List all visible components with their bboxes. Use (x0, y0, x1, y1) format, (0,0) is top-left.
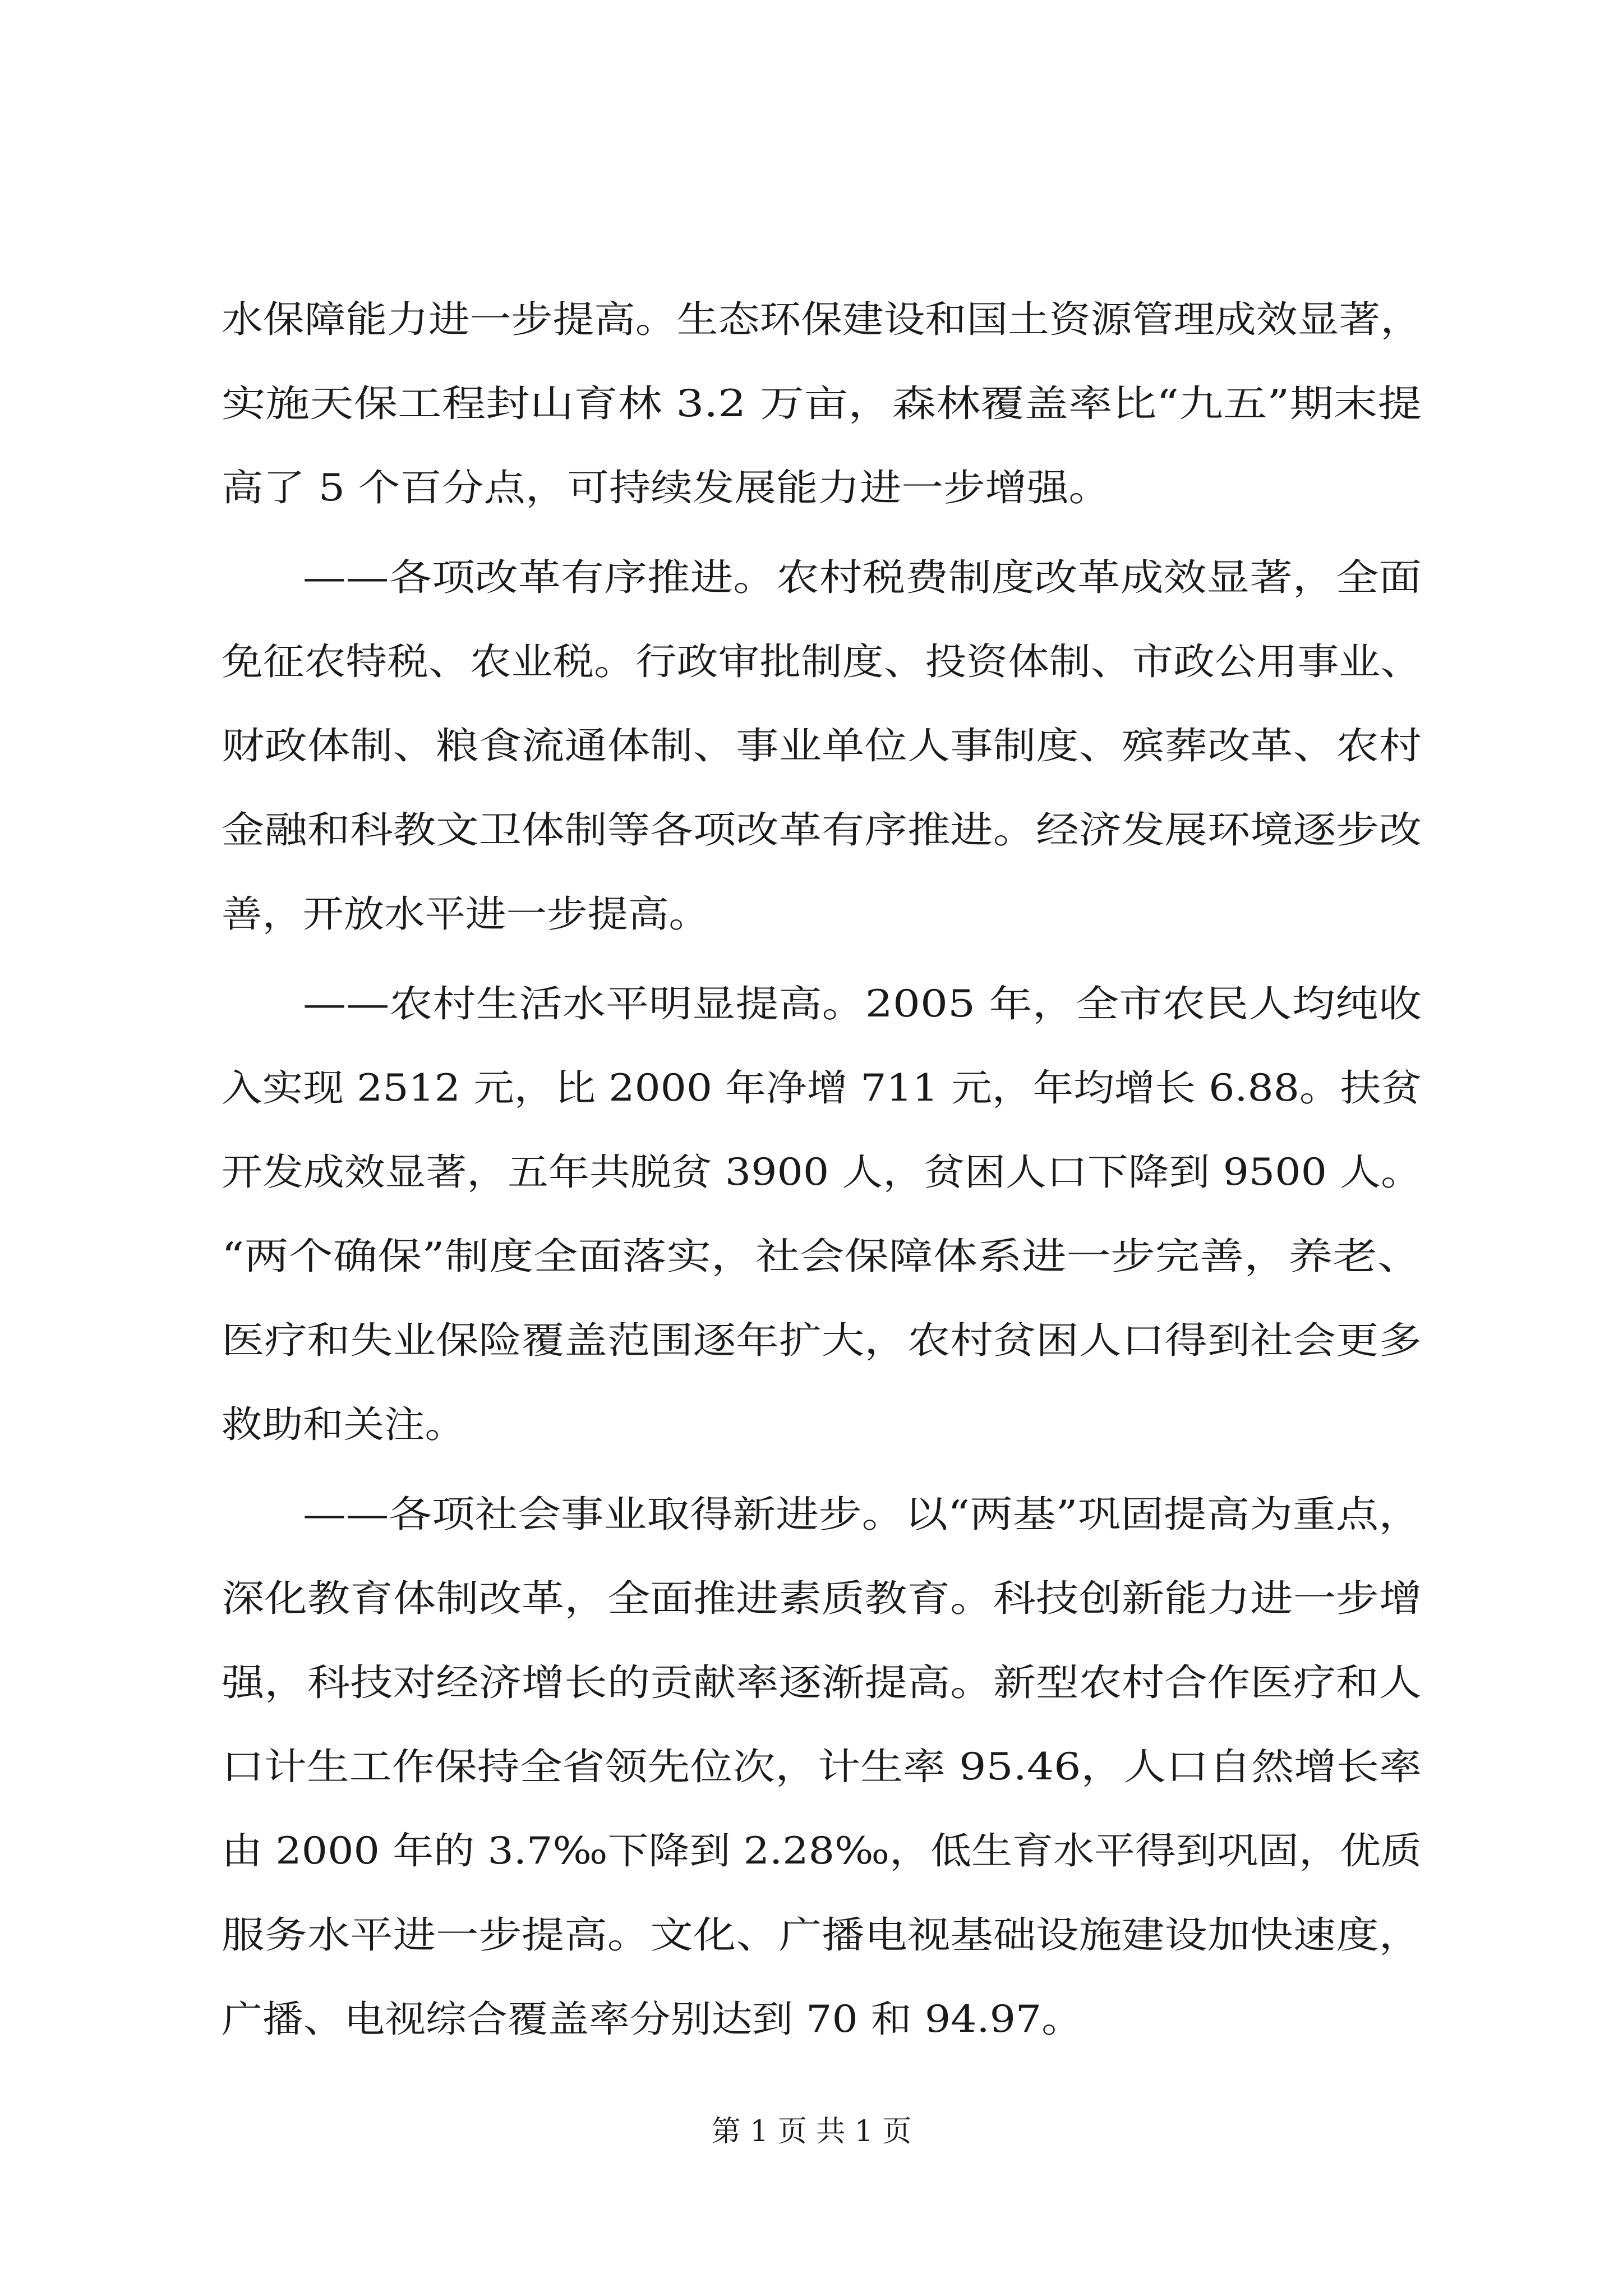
text-line (0, 1725, 1623, 1809)
text-line-content: 入实现 2512 元，比 2000 年净增 711 元，年均增长 6.88。扶贫 (222, 1066, 1422, 1110)
text-line-content: 开发成效显著，五年共脱贫 3900 人，贫困人口下降到 9500 人。 (222, 1151, 1422, 1194)
text-line-content: ——各项社会事业取得新进步。以“两基”巩固提高为重点， (303, 1493, 1422, 1536)
text-line-content: ——农村生活水平明显提高。2005 年，全市农民人均纯收 (303, 982, 1422, 1025)
text-line (0, 1130, 1623, 1214)
text-line-content: 善，开放水平进一步提高。 (222, 892, 709, 936)
text-line-content: 高了 5 个百分点，可持续发展能力进一步增强。 (222, 466, 1111, 509)
text-line-content: 深化教育体制改革，全面推进素质教育。科技创新能力进一步增 (222, 1577, 1422, 1620)
text-line-content: 金融和科教文卫体制等各项改革有序推进。经济发展环境逐步改 (222, 808, 1422, 852)
text-line-content: 救助和关注。 (222, 1403, 465, 1446)
text-line-content: 广播、电视综合覆盖率分别达到 70 和 94.97。 (222, 1998, 1082, 2041)
text-line (0, 1046, 1623, 1130)
text-line-content: 水保障能力进一步提高。生态环保建设和国土资源管理成效显著， (222, 298, 1422, 341)
text-line-content: 口计生工作保持全省领先位次，计生率 95.46，人口自然增长率 (222, 1745, 1422, 1788)
text-line (0, 962, 1623, 1046)
text-line-content: 强，科技对经济增长的贡献率逐渐提高。新型农村合作医疗和人 (222, 1661, 1422, 1704)
text-line (0, 872, 1623, 956)
text-line (0, 446, 1623, 530)
text-line (0, 1557, 1623, 1641)
text-line (0, 1473, 1623, 1557)
text-line-content: ——各项改革有序推进。农村税费制度改革成效显著，全面 (303, 556, 1422, 599)
page-number: 第 1 页 共 1 页 (711, 2115, 912, 2148)
text-line (0, 1383, 1623, 1467)
text-line (0, 362, 1623, 446)
text-line (0, 1977, 1623, 2062)
text-line-content: 由 2000 年的 3.7‰下降到 2.28‰，低生育水平得到巩固，优质 (222, 1829, 1422, 1872)
text-line (0, 704, 1623, 788)
text-line-content: 财政体制、粮食流通体制、事业单位人事制度、殡葬改革、农村 (222, 724, 1422, 767)
text-line (0, 278, 1623, 362)
text-line (0, 620, 1623, 704)
text-line (0, 1641, 1623, 1725)
text-line (0, 1299, 1623, 1383)
text-line (0, 536, 1623, 620)
text-line (0, 1893, 1623, 1977)
text-line (0, 788, 1623, 872)
text-line-content: “两个确保”制度全面落实，社会保障体系进一步完善，养老、 (222, 1235, 1422, 1278)
text-line-content: 服务水平进一步提高。文化、广播电视基础设施建设加快速度， (222, 1913, 1422, 1957)
page-footer (0, 2106, 1623, 2157)
text-line-content: 免征农特税、农业税。行政审批制度、投资体制、市政公用事业、 (222, 640, 1422, 683)
text-line (0, 1809, 1623, 1893)
text-line-content: 实施天保工程封山育林 3.2 万亩，森林覆盖率比“九五”期末提 (222, 382, 1422, 425)
text-line-content: 医疗和失业保险覆盖范围逐年扩大，农村贫困人口得到社会更多 (222, 1319, 1422, 1362)
text-line (0, 1214, 1623, 1299)
